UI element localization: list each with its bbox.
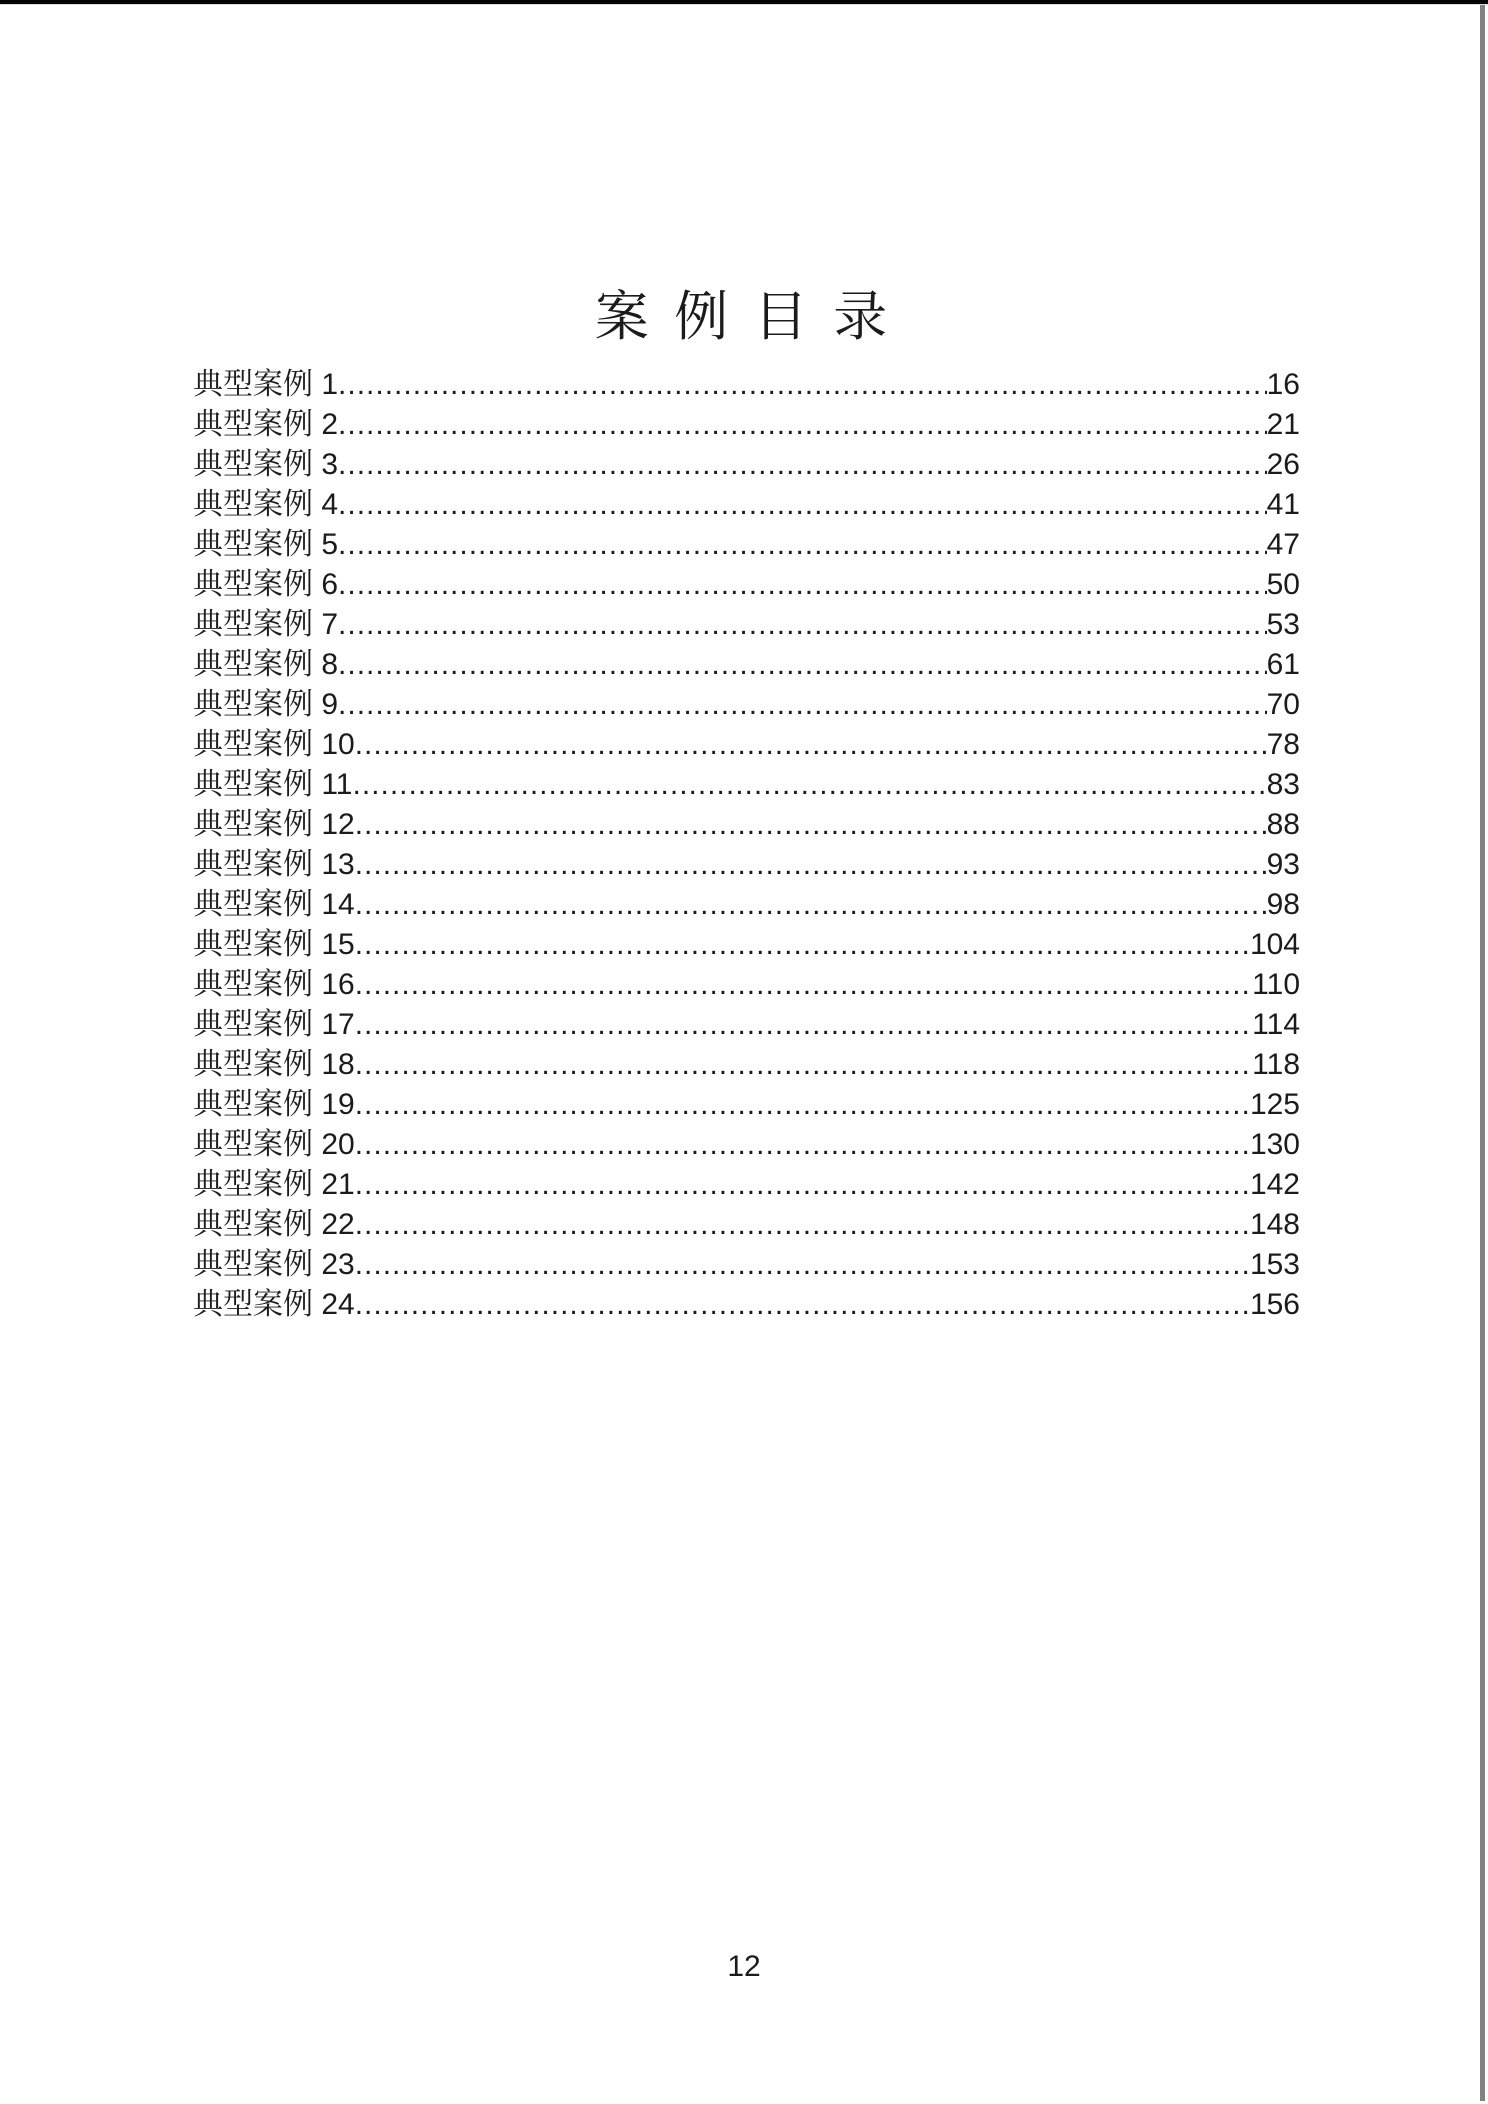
toc-entry-page: 156 [1249,1288,1300,1321]
toc-entry[interactable] [193,925,1300,965]
toc-entry-label: 典型案例 21 [193,1168,355,1201]
dot-leader [355,885,1267,925]
toc-entry[interactable] [193,965,1300,1005]
toc-entry[interactable] [193,365,1300,405]
toc-entry-page: 61 [1266,648,1300,681]
dot-leader [338,605,1267,645]
toc-entry-label: 典型案例 24 [193,1288,355,1321]
toc-entry[interactable] [193,565,1300,605]
toc-entry-label: 典型案例 11 [193,768,353,801]
toc-entry[interactable] [193,405,1300,445]
dot-leader [338,445,1267,485]
toc-entry-page: 93 [1266,848,1300,881]
toc-entry-label: 典型案例 2 [193,408,339,441]
toc-entry[interactable] [193,845,1300,885]
toc-entry-label: 典型案例 23 [193,1248,355,1281]
toc-entry-label: 典型案例 12 [193,808,355,841]
toc-entry-page: 41 [1266,488,1300,521]
toc-entry-label: 典型案例 18 [193,1048,355,1081]
toc-entry-page: 153 [1249,1248,1300,1281]
toc-entry[interactable] [193,1245,1300,1285]
dot-leader [355,725,1267,765]
toc-entry[interactable] [193,885,1300,925]
dot-leader [355,1005,1252,1045]
toc-entry-label: 典型案例 19 [193,1088,355,1121]
toc-entry-label: 典型案例 16 [193,968,355,1001]
toc-entry-page: 21 [1266,408,1300,441]
toc-entry-label: 典型案例 1 [193,368,339,401]
toc-entry[interactable] [193,485,1300,525]
toc-entry-label: 典型案例 7 [193,608,339,641]
toc-entry-page: 53 [1266,608,1300,641]
dot-leader [355,845,1267,885]
toc-entry-label: 典型案例 6 [193,568,339,601]
dot-leader [355,1245,1250,1285]
toc-entry-label: 典型案例 20 [193,1128,355,1161]
page-top-edge-shadow [0,4,1488,5]
toc-entry[interactable] [193,525,1300,565]
toc-entry-page: 110 [1252,968,1300,1001]
toc-entry-label: 典型案例 3 [193,448,339,481]
dot-leader [355,1285,1250,1325]
toc-entry-label: 典型案例 22 [193,1208,355,1241]
toc-entry-page: 118 [1252,1048,1300,1081]
toc-entry[interactable] [193,1205,1300,1245]
toc-entry-page: 130 [1249,1128,1300,1161]
toc-entry-page: 50 [1266,568,1300,601]
toc-entry-page: 16 [1266,368,1300,401]
toc-entry[interactable] [193,725,1300,765]
toc-entry[interactable] [193,1125,1300,1165]
dot-leader [355,1165,1250,1205]
dot-leader [338,365,1267,405]
toc-entry-label: 典型案例 15 [193,928,355,961]
toc-entry-label: 典型案例 10 [193,728,355,761]
dot-leader [355,805,1267,845]
toc-entry[interactable] [193,1165,1300,1205]
toc-entry-page: 98 [1266,888,1300,921]
dot-leader [355,965,1252,1005]
toc-entry[interactable] [193,685,1300,725]
dot-leader [338,525,1267,565]
toc-entry-label: 典型案例 5 [193,528,339,561]
toc-entry-label: 典型案例 17 [193,1008,355,1041]
toc-entry-label: 典型案例 13 [193,848,355,881]
toc-list [193,365,1300,1325]
footer-page-number: 12 [727,1950,761,1983]
toc-entry-page: 125 [1249,1088,1300,1121]
dot-leader [355,1045,1252,1085]
toc-entry-label: 典型案例 4 [193,488,339,521]
toc-entry-page: 88 [1266,808,1300,841]
toc-entry-page: 104 [1249,928,1300,961]
dot-leader [355,1125,1250,1165]
toc-entry[interactable] [193,645,1300,685]
toc-entry-page: 148 [1249,1208,1300,1241]
toc-entry-label: 典型案例 8 [193,648,339,681]
toc-entry-page: 78 [1266,728,1300,761]
dot-leader [352,765,1266,805]
dot-leader [355,925,1250,965]
toc-entry[interactable] [193,1045,1300,1085]
dot-leader [355,1085,1250,1125]
dot-leader [338,485,1267,525]
toc-entry[interactable] [193,605,1300,645]
toc-entry-page: 47 [1266,528,1300,561]
toc-entry-page: 26 [1266,448,1300,481]
toc-entry[interactable] [193,1085,1300,1125]
dot-leader [338,405,1267,445]
toc-entry-page: 70 [1266,688,1300,721]
toc-entry-page: 142 [1249,1168,1300,1201]
page-title: 案 例 目 录 [594,287,894,348]
toc-entry-page: 83 [1266,768,1300,801]
toc-entry[interactable] [193,445,1300,485]
dot-leader [338,565,1267,605]
toc-entry-label: 典型案例 14 [193,888,355,921]
toc-entry-page: 114 [1252,1008,1300,1041]
toc-entry[interactable] [193,805,1300,845]
dot-leader [355,1205,1250,1245]
toc-entry[interactable] [193,765,1300,805]
dot-leader [338,685,1267,725]
dot-leader [338,645,1267,685]
toc-entry[interactable] [193,1285,1300,1325]
toc-entry-label: 典型案例 9 [193,688,339,721]
toc-entry[interactable] [193,1005,1300,1045]
